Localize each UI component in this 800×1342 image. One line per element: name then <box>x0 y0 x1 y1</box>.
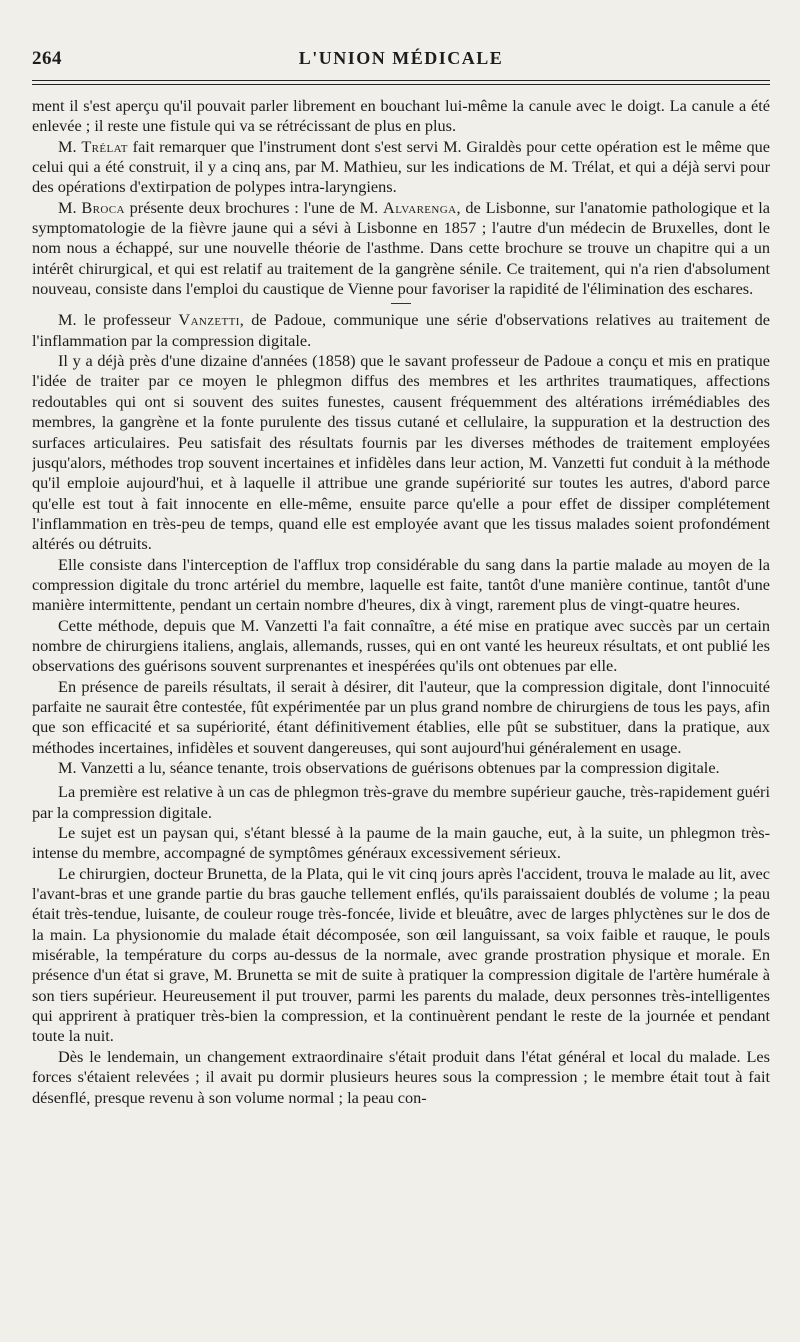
paragraph: ment il s'est aperçu qu'il pouvait parler librement en bouchant lui-même la canule avec le doigt. La canule a été enlevée ; il reste une fistule qui va se rétrécissant de plus en plus. <box>32 96 770 136</box>
page-number: 264 <box>32 48 62 69</box>
paragraph: En présence de pareils résultats, il serait à désirer, dit l'auteur, que la compression digitale, dont l'innocuité parfaite ne saurait être contestée, fût expérimentée par un plus grand nombre de chirurgiens de tous les pays, afin que son efficacité et sa supériorité, étant définitivement établies, elle pût se substituer, dans la pratique, aux méthodes incertaines, infidèles et souvent dangereuses, qui sont aujourd'hui généralement en usage. <box>32 676 770 757</box>
paragraph: Le chirurgien, docteur Brunetta, de la Plata, qui le vit cinq jours après l'accident, trouva le malade au lit, avec l'avant-bras et une grande partie du bras gauche tellement enflés, qu'ils paraissaient doublés de volume ; la peau était très-tendue, luisante, de couleur rouge très-foncée, livide et bleuâtre, avec de larges phlyctènes sur le dos de la main. La physionomie du malade était décomposée, son œil languissant, sa voix faible et rauque, le pouls misérable, la température du corps au-dessus de la normale, avec grande prostration physique et morale. En présence d'un état si grave, M. Brunetta se mit de suite à pratiquer la compression digitale de l'artère humérale à son tiers supérieur. Heureusement il put trouver, parmi les parents du malade, deux personnes très-intelligentes qui apprirent à pratiquer très-bien la compression, et la continuèrent pendant le reste de la journée et pendant toute la nuit. <box>32 863 770 1046</box>
header-rule-thin <box>32 84 770 85</box>
paragraph: Cette méthode, depuis que M. Vanzetti l'a fait connaître, a été mise en pratique avec succès par un certain nombre de chirurgiens italiens, anglais, allemands, russes, qui en ont vanté les heureux résultats, et ont publié les observations des guérisons souvent surprenantes et inespérées qu'ils ont obtenues par elle. <box>32 615 770 676</box>
paragraph: Dès le lendemain, un changement extraordinaire s'était produit dans l'état général et local du malade. Les forces s'étaient relevées ; il avait pu dormir plusieurs heures sous la compression ; le membre était tout à fait désenflé, presque revenu à son volume normal ; la peau con- <box>32 1046 770 1107</box>
paragraph: M. Trélat fait remarquer que l'instrument dont s'est servi M. Giraldès pour cette opération est le même que celui qui a été construit, il y a cinq ans, par M. Mathieu, sur les indications de M. Trélat, et qui a déjà servi pour des opérations d'extirpation de polypes intra-laryngiens. <box>32 136 770 197</box>
running-head <box>32 46 770 76</box>
journal-title: L'UNION MÉDICALE <box>298 48 504 68</box>
paragraph: Le sujet est un paysan qui, s'étant blessé à la paume de la main gauche, eut, à la suite, un phlegmon très-intense du membre, accompagné de symptômes généraux excessivement sérieux. <box>32 823 770 863</box>
paragraph: Il y a déjà près d'une dizaine d'années (1858) que le savant professeur de Padoue a conçu et mis en pratique l'idée de traiter par ce moyen le phlegmon diffus des membres et les arthrites traumatiques, affections redoutables qui ont si souvent des suites funestes, causent fréquemment des altérations irrémédiables des membres, la gangrène et la fonte purulente des tissus cutané et cellulaire, la suppuration et la destruction des surfaces articulaires. Peu satisfait des résultats fournis par les diverses méthodes de traitement employées jusqu'alors, méthodes trop souvent incertaines et infidèles dans leur action, M. Vanzetti fut conduit à la méthode qu'il emploie aujourd'hui, et à laquelle il attribue une grande supériorité sur toutes les autres, d'abord parce qu'elle est tout à fait innocente en elle-même, ensuite parce qu'elle a pour effet de dissiper complétement l'inflammation en très-peu de temps, quand elle est employée avant que les tissus malades soient profondément altérés ou détruits. <box>32 351 770 554</box>
paragraph: M. Vanzetti a lu, séance tenante, trois observations de guérisons obtenues par la compression digitale. <box>58 758 720 777</box>
person-name: Broca <box>81 197 125 217</box>
article-body <box>32 96 770 1332</box>
section-divider <box>32 299 770 310</box>
paragraph: Elle consiste dans l'interception de l'afflux trop considérable du sang dans la partie malade au moyen de la compression digitale du tronc artériel du membre, laquelle est faite, tantôt d'une manière continue, tantôt d'une manière intermittente, pendant un certain nombre d'heures, dix à vingt, rarement plus de vingt-quatre heures. <box>32 554 770 615</box>
person-name: Alvarenga <box>383 197 457 217</box>
person-name: Vanzetti <box>178 310 240 330</box>
paragraph: M. Broca présente deux brochures : l'une de M. Alvarenga, de Lisbonne, sur l'anatomie pathologique et la symptomatologie de la fièvre jaune qui a sévi à Lisbonne en 1857 ; l'autre d'un médecin de Bruxelles, dont le nom nous a échappé, sur une nouvelle théorie de l'asthme. Dans cette brochure se trouve un chapitre qui a un intérêt chirurgical, et qui est relatif au traitement de la gangrène sénile. Ce traitement, qui n'a rien d'absolument nouveau, consiste dans l'emploi du caustique de Vienne pour favoriser la rapidité de l'élimination des eschares. <box>32 197 770 299</box>
paragraph: M. le professeur Vanzetti, de Padoue, communique une série d'observations relatives au traitement de l'inflammation par la compression digitale. <box>32 310 770 350</box>
paragraph: La première est relative à un cas de phlegmon très-grave du membre supérieur gauche, très-rapidement guéri par la compression digitale. <box>32 782 770 822</box>
header-rule <box>32 80 770 81</box>
person-name: Trélat <box>81 136 128 156</box>
